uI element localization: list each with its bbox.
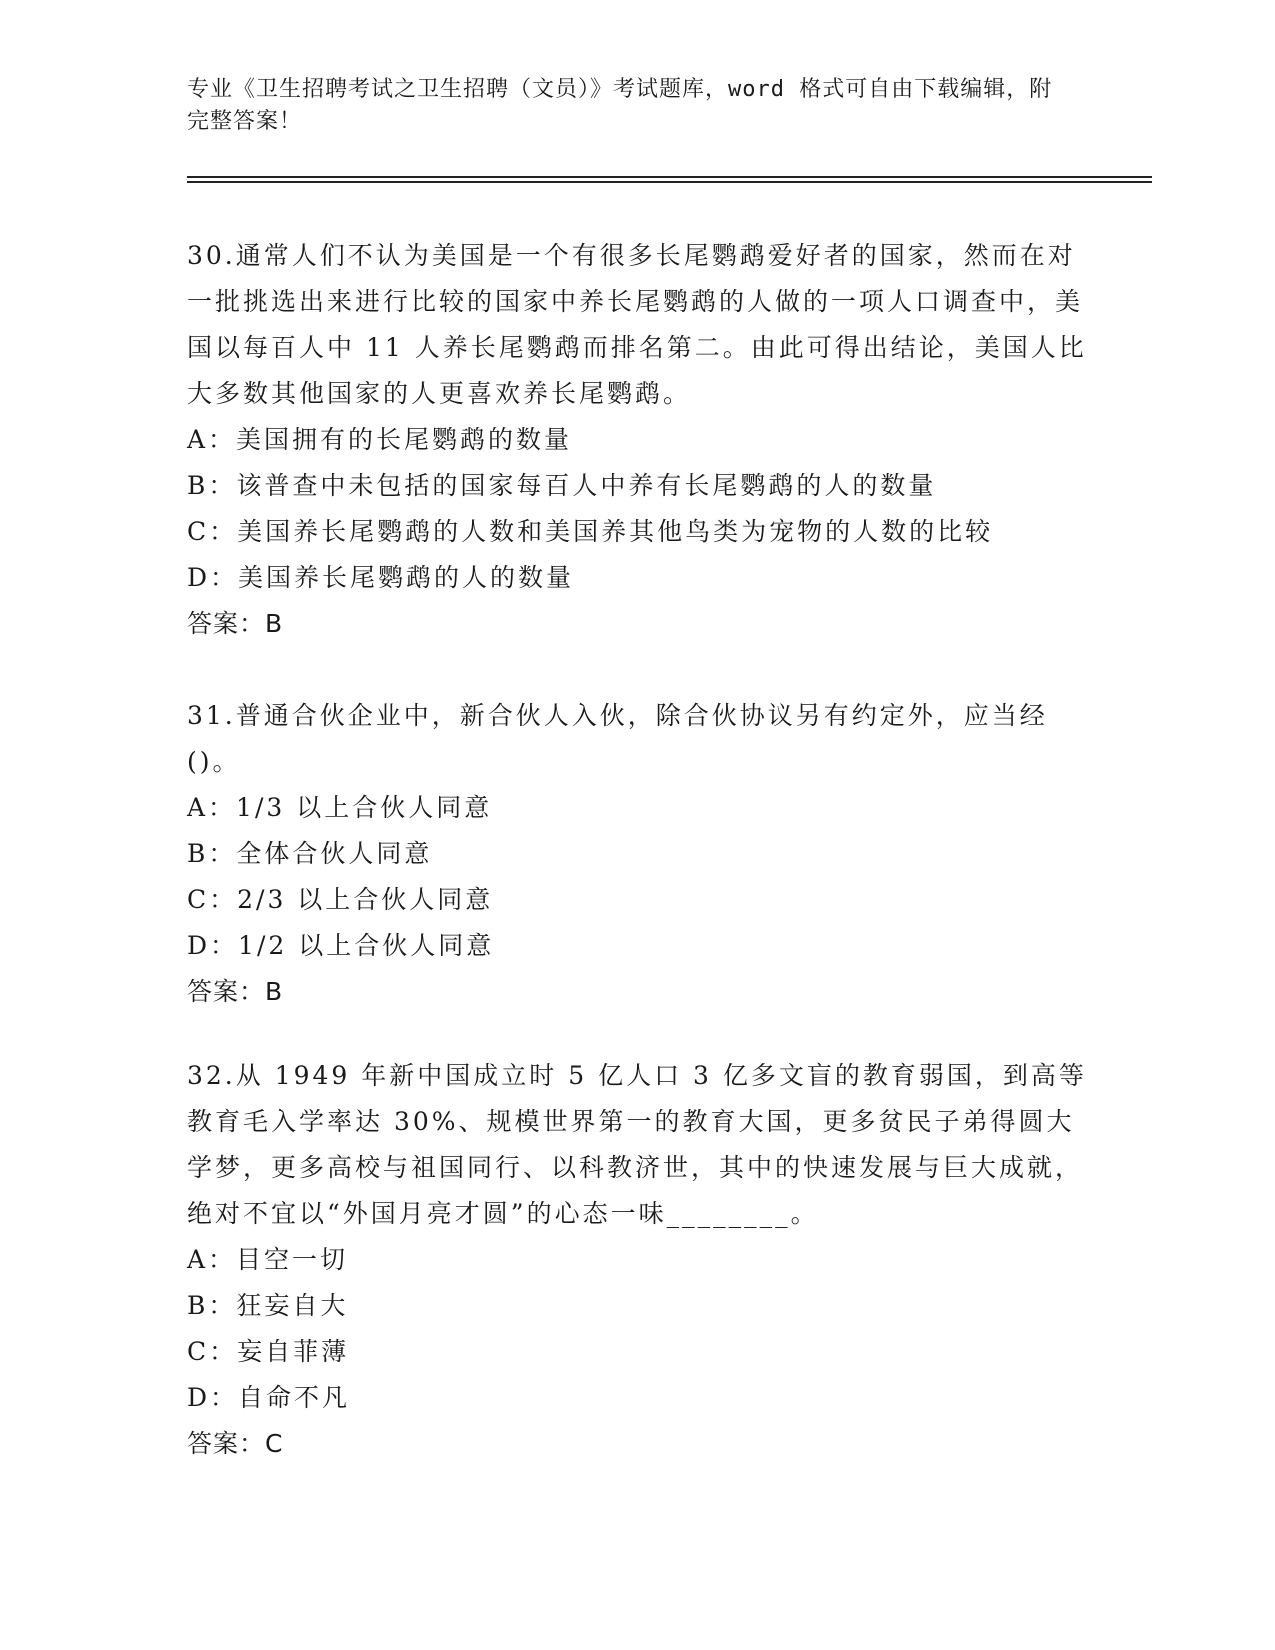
answer-line: 答案：B: [187, 977, 284, 1006]
question-31: [187, 693, 1087, 1015]
header-divider-top: [187, 176, 1152, 178]
document-header: 专业《卫生招聘考试之卫生招聘（文员）》考试题库，word 格式可自由下载编辑，附完整答案！: [187, 77, 1053, 134]
option-a: A：美国拥有的长尾鹦鹉的数量: [187, 425, 573, 454]
option-d: D：1/2 以上合伙人同意: [187, 931, 495, 960]
option-b: B：全体合伙人同意: [187, 839, 433, 868]
option-b: B：该普查中未包括的国家每百人中养有长尾鹦鹉的人的数量: [187, 471, 937, 500]
option-c: C：美国养长尾鹦鹉的人数和美国养其他鸟类为宠物的人数的比较: [187, 517, 994, 546]
option-d: D：自命不凡: [187, 1383, 351, 1412]
question-stem: 32.从 1949 年新中国成立时 5 亿人口 3 亿多文盲的教育弱国，到高等教育毛入学率达 30%、规模世界第一的教育大国，更多贫民子弟得圆大学梦，更多高校与祖国同行、以科教济世，其中的快速发展与巨大成就，绝对不宜以“外国月亮才圆”的心态一味________。: [187, 1061, 1087, 1228]
question-stem: 31.普通合伙企业中，新合伙人入伙，除合伙协议另有约定外，应当经()。: [187, 701, 1048, 776]
option-a: A：目空一切: [187, 1245, 349, 1274]
option-c: C：妄自菲薄: [187, 1337, 350, 1366]
question-32: [187, 1053, 1087, 1467]
header-divider-bottom: [187, 181, 1152, 183]
option-d: D：美国养长尾鹦鹉的人的数量: [187, 563, 575, 592]
question-30: [187, 233, 1087, 647]
option-c: C：2/3 以上合伙人同意: [187, 885, 494, 914]
option-b: B：狂妄自大: [187, 1291, 349, 1320]
answer-line: 答案：C: [187, 1429, 284, 1458]
option-a: A：1/3 以上合伙人同意: [187, 793, 493, 822]
question-stem: 30.通常人们不认为美国是一个有很多长尾鹦鹉爱好者的国家，然而在对一批挑选出来进行比较的国家中养长尾鹦鹉的人做的一项人口调查中，美国以每百人中 11 人养长尾鹦鹉而排名第二。由此可得出结论，美国人比大多数其他国家的人更喜欢养长尾鹦鹉。: [187, 241, 1087, 408]
answer-line: 答案：B: [187, 609, 284, 638]
